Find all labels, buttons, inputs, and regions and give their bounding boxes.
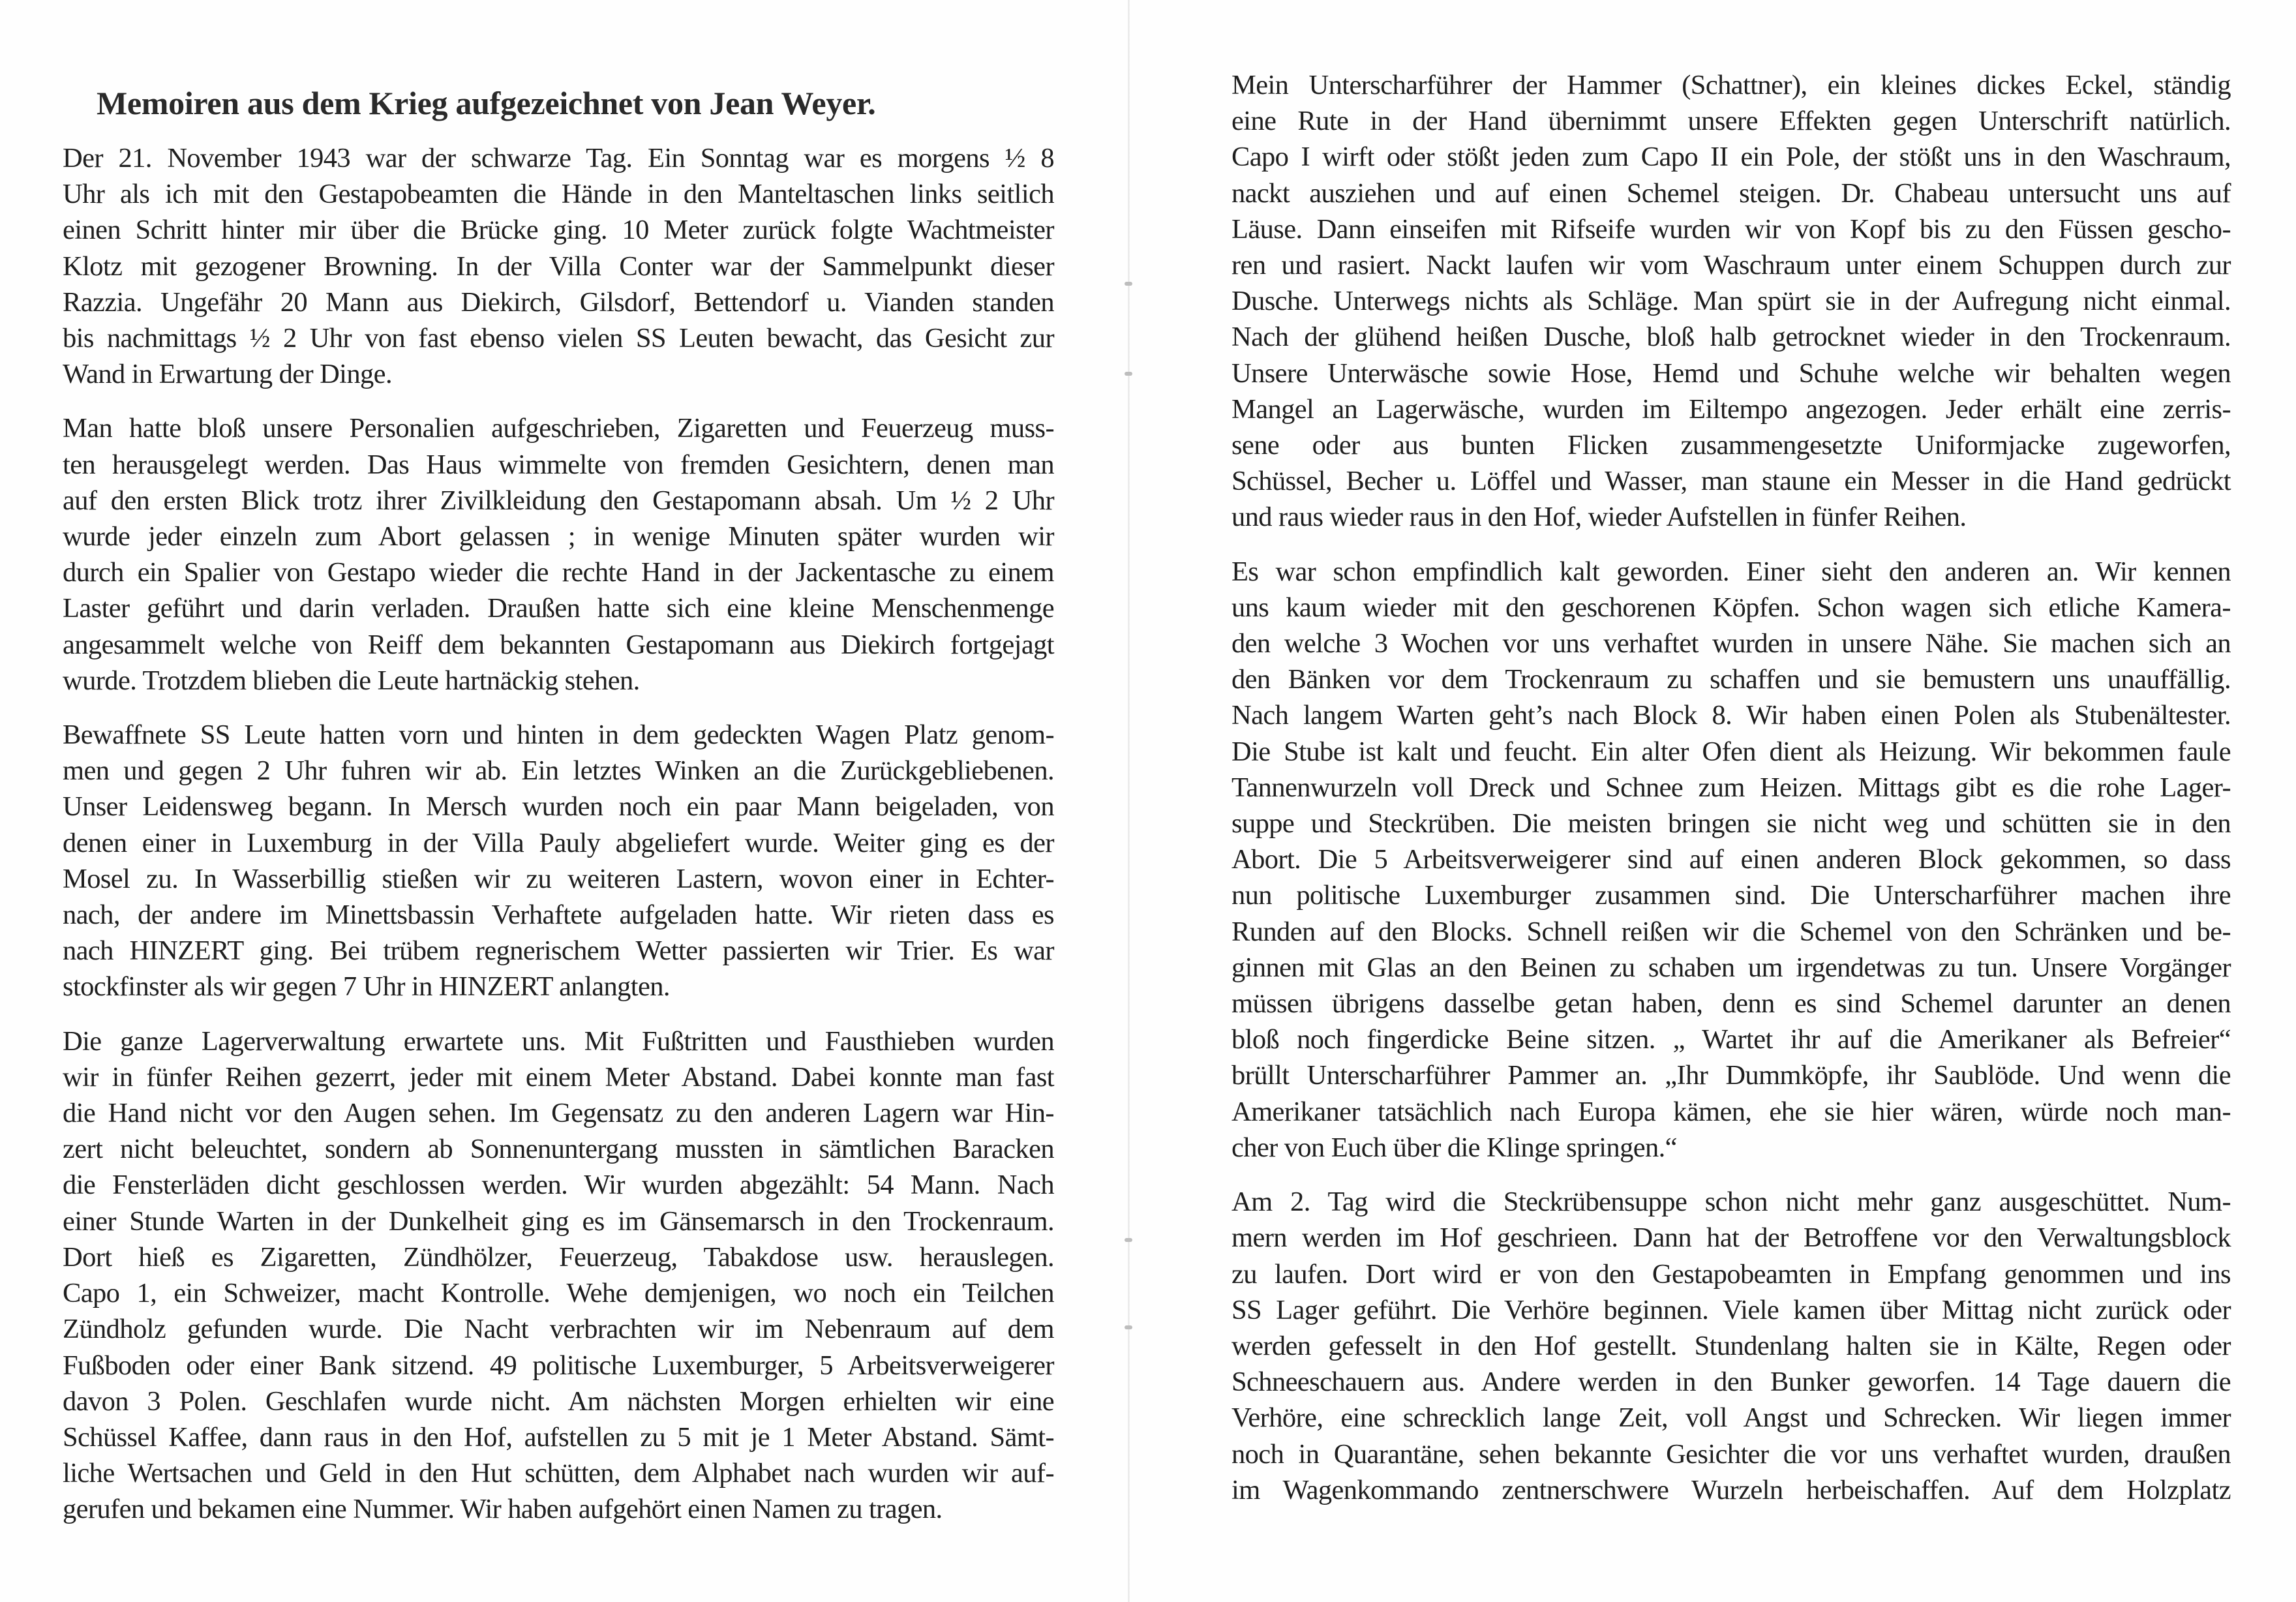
text-line: Bewaffnete SS Leute hatten vorn und hinten in dem gedeckten Wagen Platz genom-: [63, 719, 1054, 751]
text-line: ten herausgelegt werden. Das Haus wimmelte von fremden Gesichtern, denen man: [63, 449, 1054, 480]
text-line: Nach langem Warten geht’s nach Block 8. Wir haben einen Polen als Stubenältester.: [1231, 700, 2231, 731]
text-line: Der 21. November 1943 war der schwarze Tag. Ein Sonntag war es morgens ½ 8: [63, 143, 1054, 174]
text-line: noch in Quarantäne, sehen bekannte Gesichter die vor uns verhaftet wurden, draußen: [1231, 1438, 2231, 1470]
text-line: Schüssel Kaffee, dann raus in den Hof, aufstellen zu 5 mit je 1 Meter Abstand. Sämt-: [63, 1421, 1054, 1453]
text-line: nach HINZERT ging. Bei trübem regnerischem Wetter passierten wir Trier. Es war: [63, 935, 1054, 967]
text-line: Fußboden oder einer Bank sitzend. 49 politische Luxemburger, 5 Arbeitsverweigerer: [63, 1350, 1054, 1381]
text-line: Abort. Die 5 Arbeitsverweigerer sind auf einen anderen Block gekommen, so dass: [1231, 844, 2231, 875]
text-line: suppe und Steckrüben. Die meisten bringen sie nicht weg und schütten sie in den: [1231, 808, 2231, 839]
text-line: Dusche. Unterwegs nichts als Schläge. Man spürt sie in der Aufregung nicht einmal.: [1231, 286, 2231, 317]
text-line: brüllt Unterscharführer Pammer an. „Ihr Dummköpfe, ihr Saublöde. Und wenn die: [1231, 1060, 2231, 1091]
text-line: zert nicht beleuchtet, sondern ab Sonnenuntergang mussten in sämtlichen Baracken: [63, 1134, 1054, 1165]
text-line: Amerikaner tatsächlich nach Europa kämen, ehe sie hier wären, würde noch man-: [1231, 1096, 2231, 1127]
text-line: auf den ersten Blick trotz ihrer Zivilkleidung den Gestapomann absah. Um ½ 2 Uhr: [63, 485, 1054, 516]
paragraph: [63, 410, 1054, 699]
text-line: nun politische Luxemburger zusammen sind. Die Unterscharführer machen ihre: [1231, 880, 2231, 911]
text-line: Laster geführt und darin verladen. Draußen hatte sich eine kleine Menschenmenge: [63, 593, 1054, 624]
text-line: wurde jeder einzeln zum Abort gelassen ; in wenige Minuten später wurden wir: [63, 521, 1054, 552]
text-line: Man hatte bloß unsere Personalien aufgeschrieben, Zigaretten und Feuerzeug muss-: [63, 413, 1054, 444]
text-line: Die Stube ist kalt und feucht. Ein alter Ofen dient als Heizung. Wir bekommen faule: [1231, 736, 2231, 767]
right-page: [1130, 0, 2296, 1602]
text-line: den welche 3 Wochen vor uns verhaftet wurden in unsere Nähe. Sie machen sich an: [1231, 628, 2231, 659]
text-line: Zündholz gefunden wurde. Die Nacht verbrachten wir im Nebenraum auf dem: [63, 1314, 1054, 1345]
text-line: Schüssel, Becher u. Löffel und Wasser, man staune ein Messer in die Hand gedrückt: [1231, 466, 2231, 497]
text-line: Unser Leidensweg begann. In Mersch wurden noch ein paar Mann beigeladen, von: [63, 791, 1054, 823]
text-line: angesammelt welche von Reiff dem bekannten Gestapomann aus Diekirch fortgejagt: [63, 629, 1054, 660]
text-line: durch ein Spalier von Gestapo wieder die rechte Hand in der Jackentasche zu einem: [63, 557, 1054, 588]
left-page: [0, 0, 1128, 1602]
text-line: cher von Euch über die Klinge springen.“: [1231, 1132, 1677, 1163]
text-line: Tannenwurzeln voll Dreck und Schnee zum Heizen. Mittags gibt es die rohe Lager-: [1231, 772, 2231, 803]
paragraph: [63, 1023, 1054, 1528]
text-line: nach, der andere im Minettsbassin Verhaftete aufgeladen hatte. Wir rieten dass es: [63, 899, 1054, 931]
text-line: men und gegen 2 Uhr fuhren wir ab. Ein letztes Winken an die Zurückgebliebenen.: [63, 755, 1054, 787]
paragraph: [1231, 554, 2231, 1166]
text-line: uns kaum wieder mit den geschorenen Köpfen. Schon wagen sich etliche Kamera-: [1231, 592, 2231, 623]
text-line: wurde. Trotzdem blieben die Leute hartnäckig stehen.: [63, 665, 640, 696]
text-line: ginnen mit Glas an den Beinen zu schaben um irgendetwas zu tun. Unsere Vorgänger: [1231, 952, 2231, 983]
text-line: die Hand nicht vor den Augen sehen. Im Gegensatz zu den anderen Lagern war Hin-: [63, 1098, 1054, 1129]
text-line: Uhr als ich mit den Gestapobeamten die Hände in den Manteltaschen links seitlich: [63, 179, 1054, 210]
text-line: Es war schon empfindlich kalt geworden. Einer sieht den anderen an. Wir kennen: [1231, 556, 2231, 587]
text-line: die Fensterläden dicht geschlossen werden. Wir wurden abgezählt: 54 Mann. Nach: [63, 1170, 1054, 1201]
text-line: mern werden im Hof geschrieen. Dann hat der Betroffene vor den Verwaltungsblock: [1231, 1222, 2231, 1254]
text-line: Wand in Erwartung der Dinge.: [63, 359, 392, 390]
text-line: zu laufen. Dort wird er von den Gestapobeamten in Empfang genommen und ins: [1231, 1258, 2231, 1290]
text-line: Dort hieß es Zigaretten, Zündhölzer, Feuerzeug, Tabakdose usw. herauslegen.: [63, 1241, 1054, 1273]
text-line: Capo 1, ein Schweizer, macht Kontrolle. Wehe demjenigen, wo noch ein Teilchen: [63, 1278, 1054, 1309]
text-line: Läuse. Dann einseifen mit Rifseife wurden wir von Kopf bis zu den Füssen gescho-: [1231, 213, 2231, 245]
text-line: Nach der glühend heißen Dusche, bloß halb getrocknet wieder in den Trockenraum.: [1231, 322, 2231, 353]
text-line: einen Schritt hinter mir über die Brücke ging. 10 Meter zurück folgte Wachtmeister: [63, 215, 1054, 246]
text-line: davon 3 Polen. Geschlafen wurde nicht. Am nächsten Morgen erhielten wir eine: [63, 1385, 1054, 1417]
text-line: Razzia. Ungefähr 20 Mann aus Diekirch, Gilsdorf, Bettendorf u. Vianden standen: [63, 286, 1054, 318]
text-line: Capo I wirft oder stößt jeden zum Capo II ein Pole, der stößt uns in den Waschraum,: [1231, 142, 2231, 173]
document-title: Memoiren aus dem Krieg aufgezeichnet von Jean Weyer.: [97, 84, 876, 121]
text-line: SS Lager geführt. Die Verhöre beginnen. Viele kamen über Mittag nicht zurück oder: [1231, 1294, 2231, 1325]
text-line: Mangel an Lagerwäsche, wurden im Eiltempo angezogen. Jeder erhält eine zerris-: [1231, 393, 2231, 425]
text-line: im Wagenkommando zentnerschwere Wurzeln herbeischaffen. Auf dem Holzplatz: [1231, 1474, 2231, 1505]
text-line: Unsere Unterwäsche sowie Hose, Hemd und Schuhe welche wir behalten wegen: [1231, 357, 2231, 389]
text-line: Am 2. Tag wird die Steckrübensuppe schon nicht mehr ganz ausgeschüttet. Num-: [1231, 1186, 2231, 1218]
text-line: stockfinster als wir gegen 7 Uhr in HINZERT anlangten.: [63, 971, 670, 1003]
paragraph: [63, 717, 1054, 1005]
text-line: denen einer in Luxemburg in der Villa Pauly abgeliefert wurde. Weiter ging es der: [63, 827, 1054, 858]
text-line: liche Wertsachen und Geld in den Hut schütten, dem Alphabet nach wurden wir auf-: [63, 1458, 1054, 1489]
text-line: Schneeschauern aus. Andere werden in den Bunker geworfen. 14 Tage dauern die: [1231, 1367, 2231, 1398]
text-line: Die ganze Lagerverwaltung erwartete uns. Mit Fußtritten und Fausthieben wurden: [63, 1025, 1054, 1057]
text-line: und raus wieder raus in den Hof, wieder Aufstellen in fünfer Reihen.: [1231, 502, 1967, 533]
left-page-text: [63, 140, 1054, 1546]
text-line: bis nachmittags ½ 2 Uhr von fast ebenso vielen SS Leuten bewacht, das Gesicht zur: [63, 323, 1054, 354]
text-line: Verhöre, eine schrecklich lange Zeit, voll Angst und Schrecken. Wir liegen immer: [1231, 1402, 2231, 1434]
text-line: sene oder aus bunten Flicken zusammengesetzte Uniformjacke zugeworfen,: [1231, 430, 2231, 461]
text-line: Mosel zu. In Wasserbillig stießen wir zu weiteren Lastern, wovon einer in Echter-: [63, 863, 1054, 894]
text-line: Mein Unterscharführer der Hammer (Schattner), ein kleines dickes Eckel, ständig: [1231, 70, 2231, 100]
text-line: müssen übrigens dasselbe getan haben, denn es sind Schemel darunter an denen: [1231, 988, 2231, 1020]
paragraph: [63, 140, 1054, 392]
text-line: werden gefesselt in den Hof gestellt. Stundenlang halten sie in Kälte, Regen oder: [1231, 1330, 2231, 1361]
text-line: Klotz mit gezogener Browning. In der Villa Conter war der Sammelpunkt dieser: [63, 250, 1054, 282]
text-line: einer Stunde Warten in der Dunkelheit ging es im Gänsemarsch in den Trockenraum.: [63, 1205, 1054, 1237]
text-line: nackt ausziehen und auf einen Schemel steigen. Dr. Chabeau untersucht uns auf: [1231, 177, 2231, 209]
text-line: eine Rute in der Hand übernimmt unsere Effekten gegen Unterschrift natürlich.: [1231, 106, 2231, 137]
text-line: Runden auf den Blocks. Schnell reißen wir die Schemel von den Schränken und be-: [1231, 916, 2231, 947]
text-line: den Bänken vor dem Trockenraum zu schaffen und sie bemustern uns unauffällig.: [1231, 664, 2231, 695]
paragraph: [1231, 1184, 2231, 1508]
right-page-text: [1231, 67, 2231, 1526]
text-line: ren und rasiert. Nackt laufen wir vom Waschraum unter einem Schuppen durch zur: [1231, 250, 2231, 281]
text-line: gerufen und bekamen eine Nummer. Wir haben aufgehört einen Namen zu tragen.: [63, 1494, 943, 1525]
text-line: wir in fünfer Reihen gezerrt, jeder mit einem Meter Abstand. Dabei konnte man fast: [63, 1061, 1054, 1093]
paragraph: [1231, 67, 2231, 536]
text-line: bloß noch fingerdicke Beine sitzen. „ Wartet ihr auf die Amerikaner als Befreier“: [1231, 1024, 2231, 1055]
